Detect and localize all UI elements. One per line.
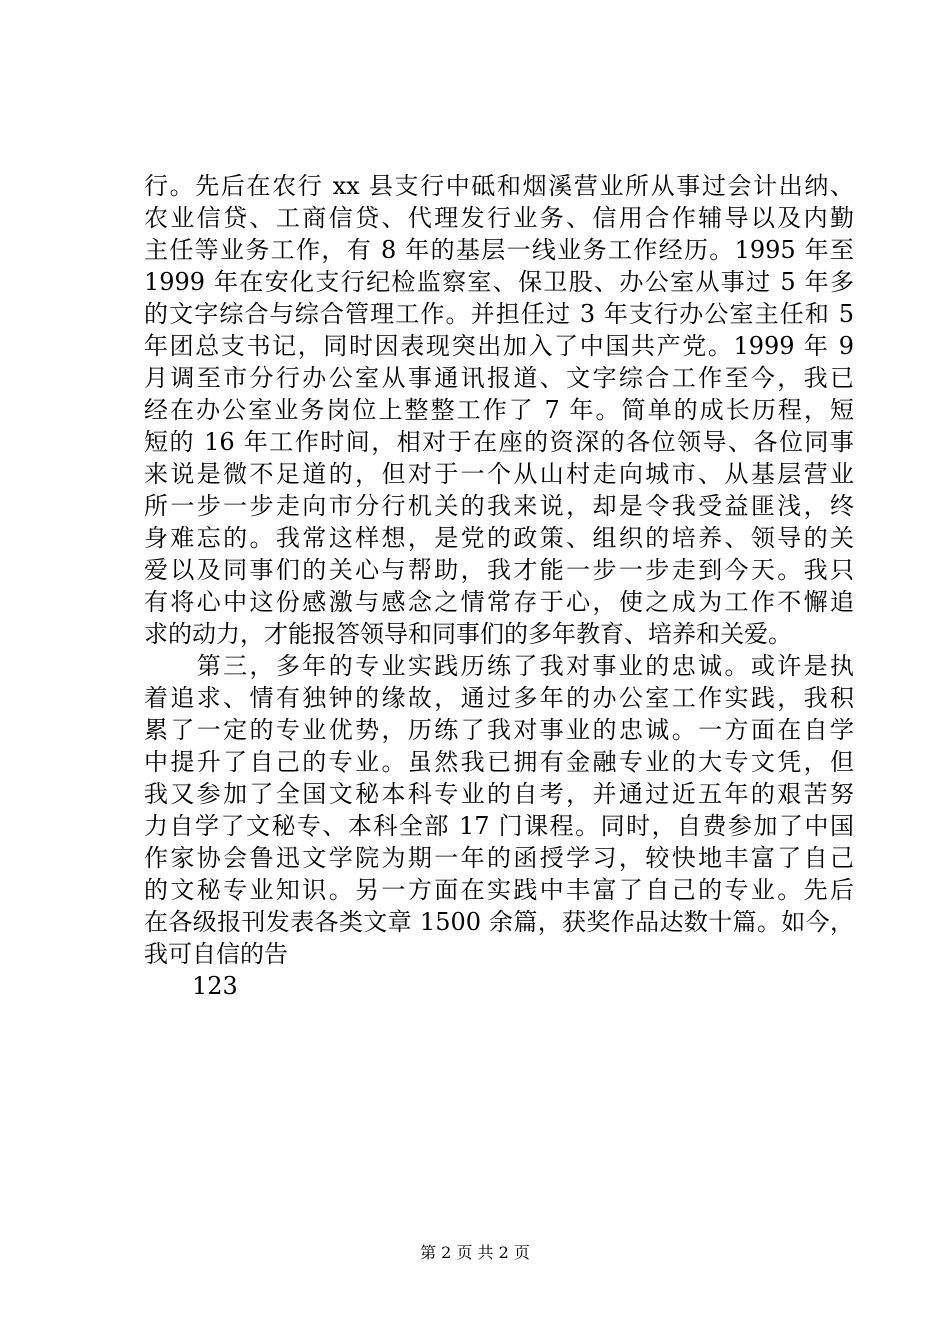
text-line: 有将心中这份感激与感念之情常存于心，使之成为工作不懈追 [144,588,854,616]
body-text [144,170,854,1002]
text-line: 第三，多年的专业实践历练了我对事业的忠诚。或许是执 [144,652,854,680]
text-line: 我可自信的告 [144,940,288,968]
text-line: 经在办公室业务岗位上整整工作了 7 年。简单的成长历程，短 [144,396,854,424]
text-line: 的文秘专业知识。另一方面在实践中丰富了自己的专业。先后 [144,876,854,904]
text-line: 着追求、情有独钟的缘故，通过多年的办公室工作实践，我积 [144,684,854,712]
text-line: 的文字综合与综合管理工作。并担任过 3 年支行办公室主任和 5 [144,300,854,328]
text-line: 所一步一步走向市分行机关的我来说，却是令我受益匪浅，终 [144,492,854,520]
text-line: 力自学了文秘专、本科全部 17 门课程。同时，自费参加了中国 [144,812,854,840]
text-line: 来说是微不足道的，但对于一个从山村走向城市、从基层营业 [144,460,854,488]
text-line: 中提升了自己的专业。虽然我已拥有金融专业的大专文凭，但 [144,748,854,776]
text-line: 月调至市分行办公室从事通讯报道、文字综合工作至今，我已 [144,364,854,392]
text-line: 短的 16 年工作时间，相对于在座的资深的各位领导、各位同事 [144,428,854,456]
text-line: 求的动力，才能报答领导和同事们的多年教育、培养和关爱。 [144,620,792,648]
text-line: 1999 年在安化支行纪检监察室、保卫股、办公室从事过 5 年多 [144,268,854,296]
text-line: 我又参加了全国文秘本科专业的自考，并通过近五年的艰苦努 [144,780,854,808]
page-footer: 第 2 页 共 2 页 [420,1243,530,1262]
text-line: 农业信贷、工商信贷、代理发行业务、信用合作辅导以及内勤 [144,204,854,232]
text-line: 作家协会鲁迅文学院为期一年的函授学习，较快地丰富了自己 [144,844,854,872]
text-line: 身难忘的。我常这样想，是党的政策、组织的培养、领导的关 [144,524,854,552]
text-line: 累了一定的专业优势，历练了我对事业的忠诚。一方面在自学 [144,716,854,744]
text-line: 在各级报刊发表各类文章 1500 余篇，获奖作品达数十篇。如今， [144,908,854,936]
text-line: 爱以及同事们的关心与帮助，我才能一步一步走到今天。我只 [144,556,854,584]
text-line: 行。先后在农行 xx 县支行中砥和烟溪营业所从事过会计出纳、 [144,172,854,200]
page-number-in-text: 123 [144,972,238,1000]
text-line: 主任等业务工作，有 8 年的基层一线业务工作经历。1995 年至 [144,236,854,264]
text-line: 年团总支书记，同时因表现突出加入了中国共产党。1999 年 9 [144,332,854,360]
